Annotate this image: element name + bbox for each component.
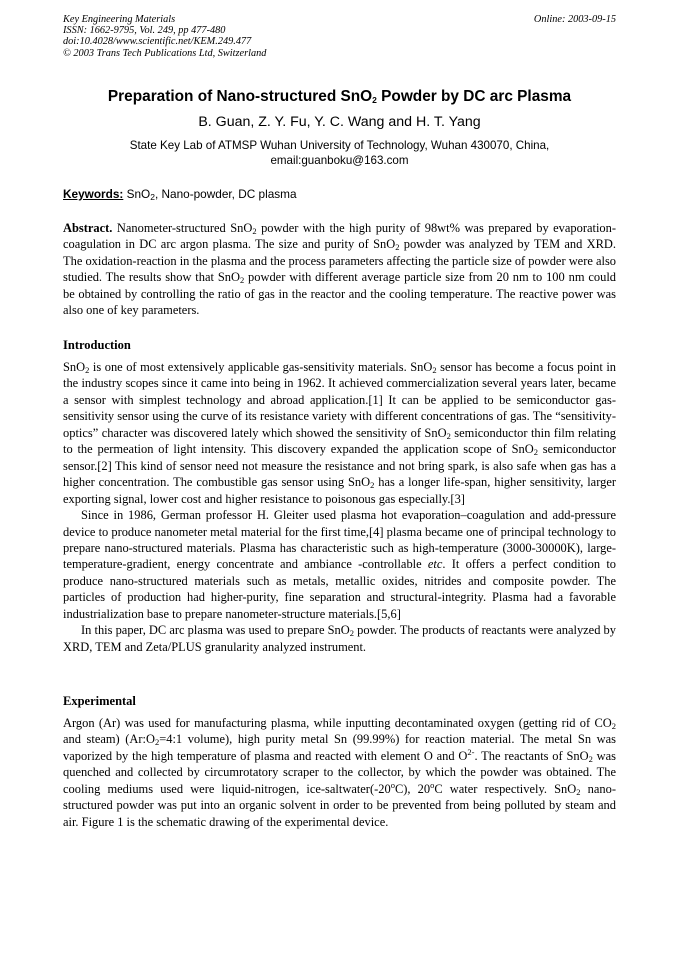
running-header [63, 14, 616, 59]
issn-line: ISSN: 1662-9795, Vol. 249, pp 477-480 [63, 25, 226, 37]
author-email: email:guanboku@163.com [270, 154, 409, 167]
section-heading-introduction: Introduction [63, 338, 131, 352]
introduction-paragraph-1: SnO$_2$ is one of most extensively applicable gas-sensitivity materials. SnO$_2$ sensor has become a focus point in the industry scopes since it came into being in 1962. It achieved commercialization several years later, became a sensor with simplest technology and abroad application.[1] It can be applied to be semiconductor gas-sensitivity sensor using the curve of its resistance variety with different concentrations of gas. The “sensitivity-optics” character was discovered lately which showed the sensitivity of SnO$_2$ semiconductor thin film relating to the permeation of light intensity. This discovery expanded the application scope of SnO$_2$ semiconductor sensor.[2] This kind of sensor need not measure the resistance and not bring spark, is also safe when gas has a higher concentration. The combustible gas sensor using SnO$_2$ has a longer life-span, higher sensitivity, larger exporting signal, lower cost and higher resistance to poisonous gas especially.[3] [63, 360, 617, 506]
abstract: Abstract. Nanometer-structured SnO$_2$ powder with the high purity of 98wt% was prepared by evaporation-coagulation in DC arc argon plasma. The size and purity of SnO$_2$ powder was analyzed by TEM and XRD. The oxidation-reaction in the plasma and the process parameters affecting the particle size of powder were also studied. The results show that SnO$_2$ powder with different average particle size from 20 nm to 100 nm could be obtained by controlling the ratio of gas in the reactor and the cooling temperature. The reactive power was also one of key parameters. [63, 221, 617, 318]
introduction-paragraph-3: In this paper, DC arc plasma was used to prepare SnO$_2$ powder. The products of reactants were analyzed by XRD, TEM and Zeta/PLUS granularity analyzed instrument. [63, 623, 616, 654]
online-date: Online: 2003-09-15 [533, 14, 616, 25]
introduction-body [63, 359, 616, 655]
author-list: B. Guan, Z. Y. Fu, Y. C. Wang and H. T. Yang [198, 114, 481, 130]
paper-title: Preparation of Nano-structured SnO$_2$ Powder by DC arc Plasma [107, 88, 572, 105]
doi-line: doi:10.4028/www.scientific.net/KEM.249.477 [63, 36, 252, 48]
copyright-line: © 2003 Trans Tech Publications Ltd, Switzerland [63, 47, 267, 59]
affiliation-address: State Key Lab of ATMSP Wuhan University of Technology, Wuhan 430070, China, [129, 139, 550, 152]
journal-name: Key Engineering Materials [63, 14, 176, 25]
section-heading-experimental: Experimental [63, 694, 136, 708]
experimental-body: Argon (Ar) was used for manufacturing plasma, while inputting decontaminated oxygen (getting rid of $CO_2$ and steam) ($Ar:O_2=4:1$ volume), high purity metal Sn (99.99%) for reaction material. The metal Sn was vaporized by the high temperature of plasma and reacted with element O and $O^{2-}$. The reactants of SnO$_2$ was quenched and collected by circumrotatory scraper to the collector, by which the powder was obtained. The cooling mediums used were liquid-nitrogen, ice-saltwater(-20$^o$C), 20$^o$C water respectively. SnO$_2$ nano-structured powder was put into an organic solvent in order to be prevented from being polluted by steam and air. Figure 1 is the schematic drawing of the experimental device. [63, 716, 616, 829]
affiliation [63, 138, 616, 168]
abstract-label: Abstract. [63, 221, 113, 235]
introduction-paragraph-2: Since in 1986, German professor H. Gleiter used plasma hot evaporation–coagulation and add-pressure device to produce nanometer metal material for the first time,[4] plasma became one of principal technology to prepare nano-structured materials. Plasma has characteristic such as high-temperature (3000-30000K), large-temperature-gradient, energy concentrate and ambiance -controllable etc. It offers a perfect condition to produce nano-structured materials such as metals, metallic oxides, nitrides and composite powder. The particles of production had higher-purity, fine separation and structural-integrity. Plasma had a favorable industrialization base to prepare nanometer-structure materials.[5,6] [63, 508, 616, 621]
keywords: Keywords: SnO$_2$, Nano-powder, DC plasma [63, 187, 297, 202]
keywords-label: Keywords: [63, 187, 124, 201]
